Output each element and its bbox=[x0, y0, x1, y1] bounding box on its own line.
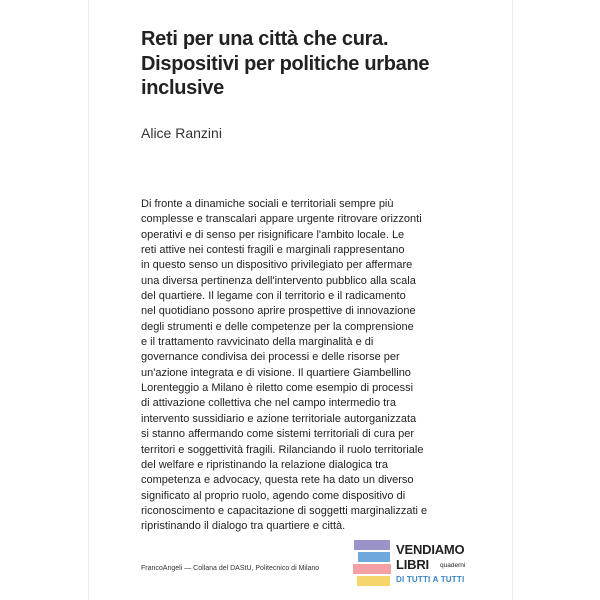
author-name: Alice Ranzini bbox=[141, 125, 222, 141]
abstract-line: intervento sussidiario e azione territoriale autorganizzata bbox=[141, 412, 417, 425]
abstract-line: Lorenteggio a Milano è riletto come esempio di processi bbox=[141, 382, 414, 395]
abstract-line: Di fronte a dinamiche sociali e territoriali sempre più bbox=[141, 198, 394, 210]
abstract-line: governance condivisa dei processi e delle risorse per bbox=[141, 351, 400, 364]
abstract-line: del welfare e ripristinando la relazione dialogica tra bbox=[141, 458, 389, 471]
vendiamo-libri-logo bbox=[352, 536, 502, 592]
book-stack-icon bbox=[352, 536, 394, 588]
abstract-line: ripristinando il dialogo tra quartiere e città. bbox=[141, 520, 346, 533]
title-line: Dispositivi per politiche urbane bbox=[141, 52, 430, 75]
abstract-line: operativi e di senso per risignificare l'ambito locale. Le bbox=[141, 228, 405, 241]
abstract-line: si stanno affermando come sistemi territoriali di cura per bbox=[141, 428, 415, 441]
book-cover bbox=[88, 0, 513, 600]
abstract-line: una diversa pertinenza dell'intervento pubblico alla scala bbox=[141, 274, 416, 287]
abstract bbox=[141, 197, 481, 535]
title-line: inclusive bbox=[141, 77, 224, 99]
abstract-line: degli strumenti e delle competenze per la comprensione bbox=[141, 320, 414, 333]
book-purple bbox=[354, 540, 390, 550]
abstract-line: di attivazione collettiva che nel campo intermedio tra bbox=[141, 397, 396, 410]
logo-text-vendiamo: VENDIAMO bbox=[396, 542, 465, 557]
abstract-line: reti attive nei contesti fragili e marginali rappresentano bbox=[141, 244, 405, 257]
abstract-line: del quartiere. Il legame con il territorio e il radicamento bbox=[141, 290, 406, 303]
abstract-line: e il trattamento ravvicinato della marginalità e di bbox=[141, 336, 374, 349]
abstract-line: significato al proprio ruolo, agendo come dispositivo di bbox=[141, 489, 406, 502]
logo-text-quaderni: quaderni bbox=[440, 562, 466, 569]
abstract-line: un'azione integrata e di visione. Il quartiere Giambellino bbox=[141, 366, 411, 379]
logo-tagline: DI TUTTI A TUTTI bbox=[396, 575, 465, 584]
logo-text-libri: LIBRI bbox=[396, 557, 429, 572]
book-yellow bbox=[357, 576, 390, 586]
abstract-line: in questo senso un dispositivo privilegiato per affermare bbox=[141, 259, 413, 272]
publisher-footer: FrancoAngeli — Collana del DAStU, Politecnico di Milano bbox=[141, 565, 320, 572]
abstract-line: complesse e transcalari appare urgente ritrovare orizzonti bbox=[141, 213, 422, 226]
book-pink bbox=[353, 564, 391, 574]
book-title bbox=[141, 27, 501, 101]
abstract-line: competenza e advocacy, questa rete ha dato un diverso bbox=[141, 474, 414, 487]
abstract-line: territori e soggettività fragili. Rilanciando il ruolo territoriale bbox=[141, 443, 424, 456]
abstract-line: nel quotidiano possono aprire prospettive di innovazione bbox=[141, 305, 416, 318]
title-line: Reti per una città che cura. bbox=[141, 28, 389, 50]
book-blue bbox=[358, 552, 390, 562]
abstract-line: riconoscimento e capacitazione di soggetti marginalizzati e bbox=[141, 504, 428, 517]
